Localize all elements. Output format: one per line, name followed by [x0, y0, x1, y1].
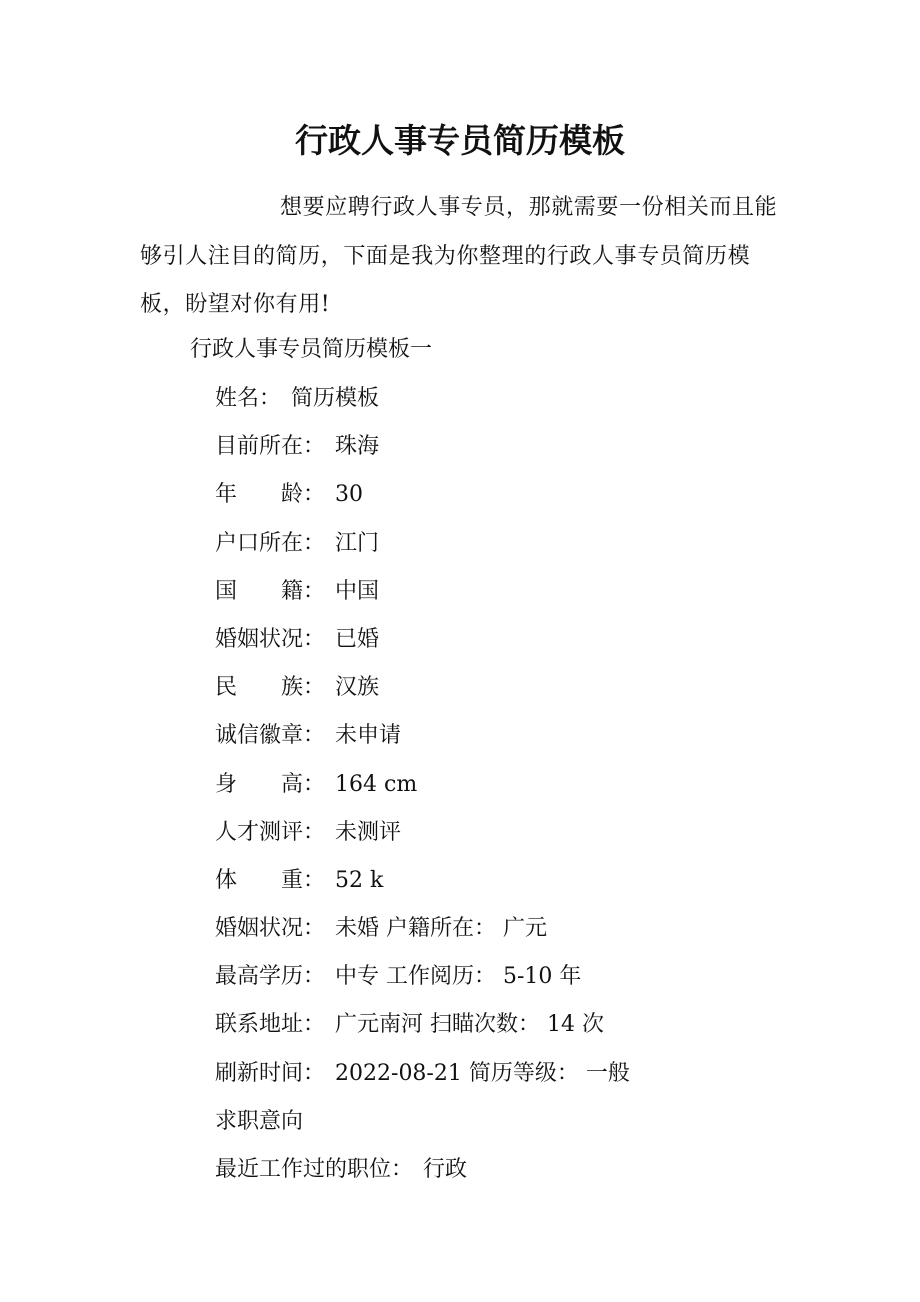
field-value: 中国: [335, 578, 380, 604]
field-value: 简历模板: [291, 386, 380, 411]
field-label: 体 重：: [215, 867, 326, 893]
field-label: 目前所在：: [215, 434, 326, 460]
field-refresh-level: [215, 1052, 630, 1100]
field-value: 未婚 户籍所在： 广元: [335, 916, 548, 942]
field-education-experience: [215, 955, 630, 1003]
field-value: 2022-08-21 简历等级： 一般: [335, 1060, 630, 1086]
field-ethnicity: [215, 666, 630, 714]
field-label: 刷新时间：: [215, 1060, 326, 1086]
field-label: 求职意向: [215, 1108, 304, 1134]
field-talent-assessment: [215, 811, 630, 859]
field-label: 婚姻状况：: [215, 626, 326, 652]
field-value: 珠海: [335, 434, 380, 460]
field-recent-position: [215, 1148, 630, 1196]
document-title: 行政人事专员简历模板: [295, 121, 625, 160]
section-heading: 行政人事专员简历模板一: [190, 337, 433, 362]
field-integrity-badge: [215, 714, 630, 762]
field-height: [215, 763, 630, 811]
field-value: 52 k: [335, 867, 384, 893]
field-marital-hukou: [215, 907, 630, 955]
field-label: 姓名：: [215, 386, 282, 411]
field-nationality: [215, 570, 630, 618]
field-label: 诚信徽章：: [215, 723, 326, 749]
field-label: 户口所在：: [215, 530, 326, 556]
field-job-intention-heading: [215, 1100, 630, 1148]
field-label: 婚姻状况：: [215, 916, 326, 942]
field-value: 30: [335, 482, 364, 508]
field-age: [215, 473, 630, 521]
field-label: 身 高：: [215, 771, 326, 797]
field-value: 164 cm: [335, 771, 418, 797]
field-name: [215, 377, 630, 425]
field-value: 未申请: [335, 723, 402, 749]
field-label: 民 族：: [215, 675, 326, 701]
field-hukou: [215, 522, 630, 570]
field-address-views: [215, 1003, 630, 1051]
field-value: 广元南河 扫瞄次数： 14 次: [335, 1012, 604, 1038]
field-value: 未测评: [335, 819, 402, 845]
field-value: 行政: [423, 1157, 468, 1182]
intro-paragraph: 想要应聘行政人事专员，那就需要一份相关而且能够引人注目的简历，下面是我为你整理的行政人事专员简历模板，盼望对你有用!: [140, 195, 778, 317]
field-marital-status: [215, 618, 630, 666]
field-value: 江门: [335, 530, 380, 556]
field-weight: [215, 859, 630, 907]
field-current-location: [215, 425, 630, 473]
field-label: 联系地址：: [215, 1012, 326, 1038]
resume-field-list: [215, 377, 630, 1196]
field-value: 汉族: [335, 675, 380, 701]
field-value: 已婚: [335, 626, 380, 652]
field-label: 最近工作过的职位：: [215, 1157, 414, 1182]
field-label: 年 龄：: [215, 482, 326, 508]
field-label: 人才测评：: [215, 819, 326, 845]
field-value: 中专 工作阅历： 5-10 年: [335, 964, 582, 990]
field-label: 最高学历：: [215, 964, 326, 990]
field-label: 国 籍：: [215, 578, 326, 604]
